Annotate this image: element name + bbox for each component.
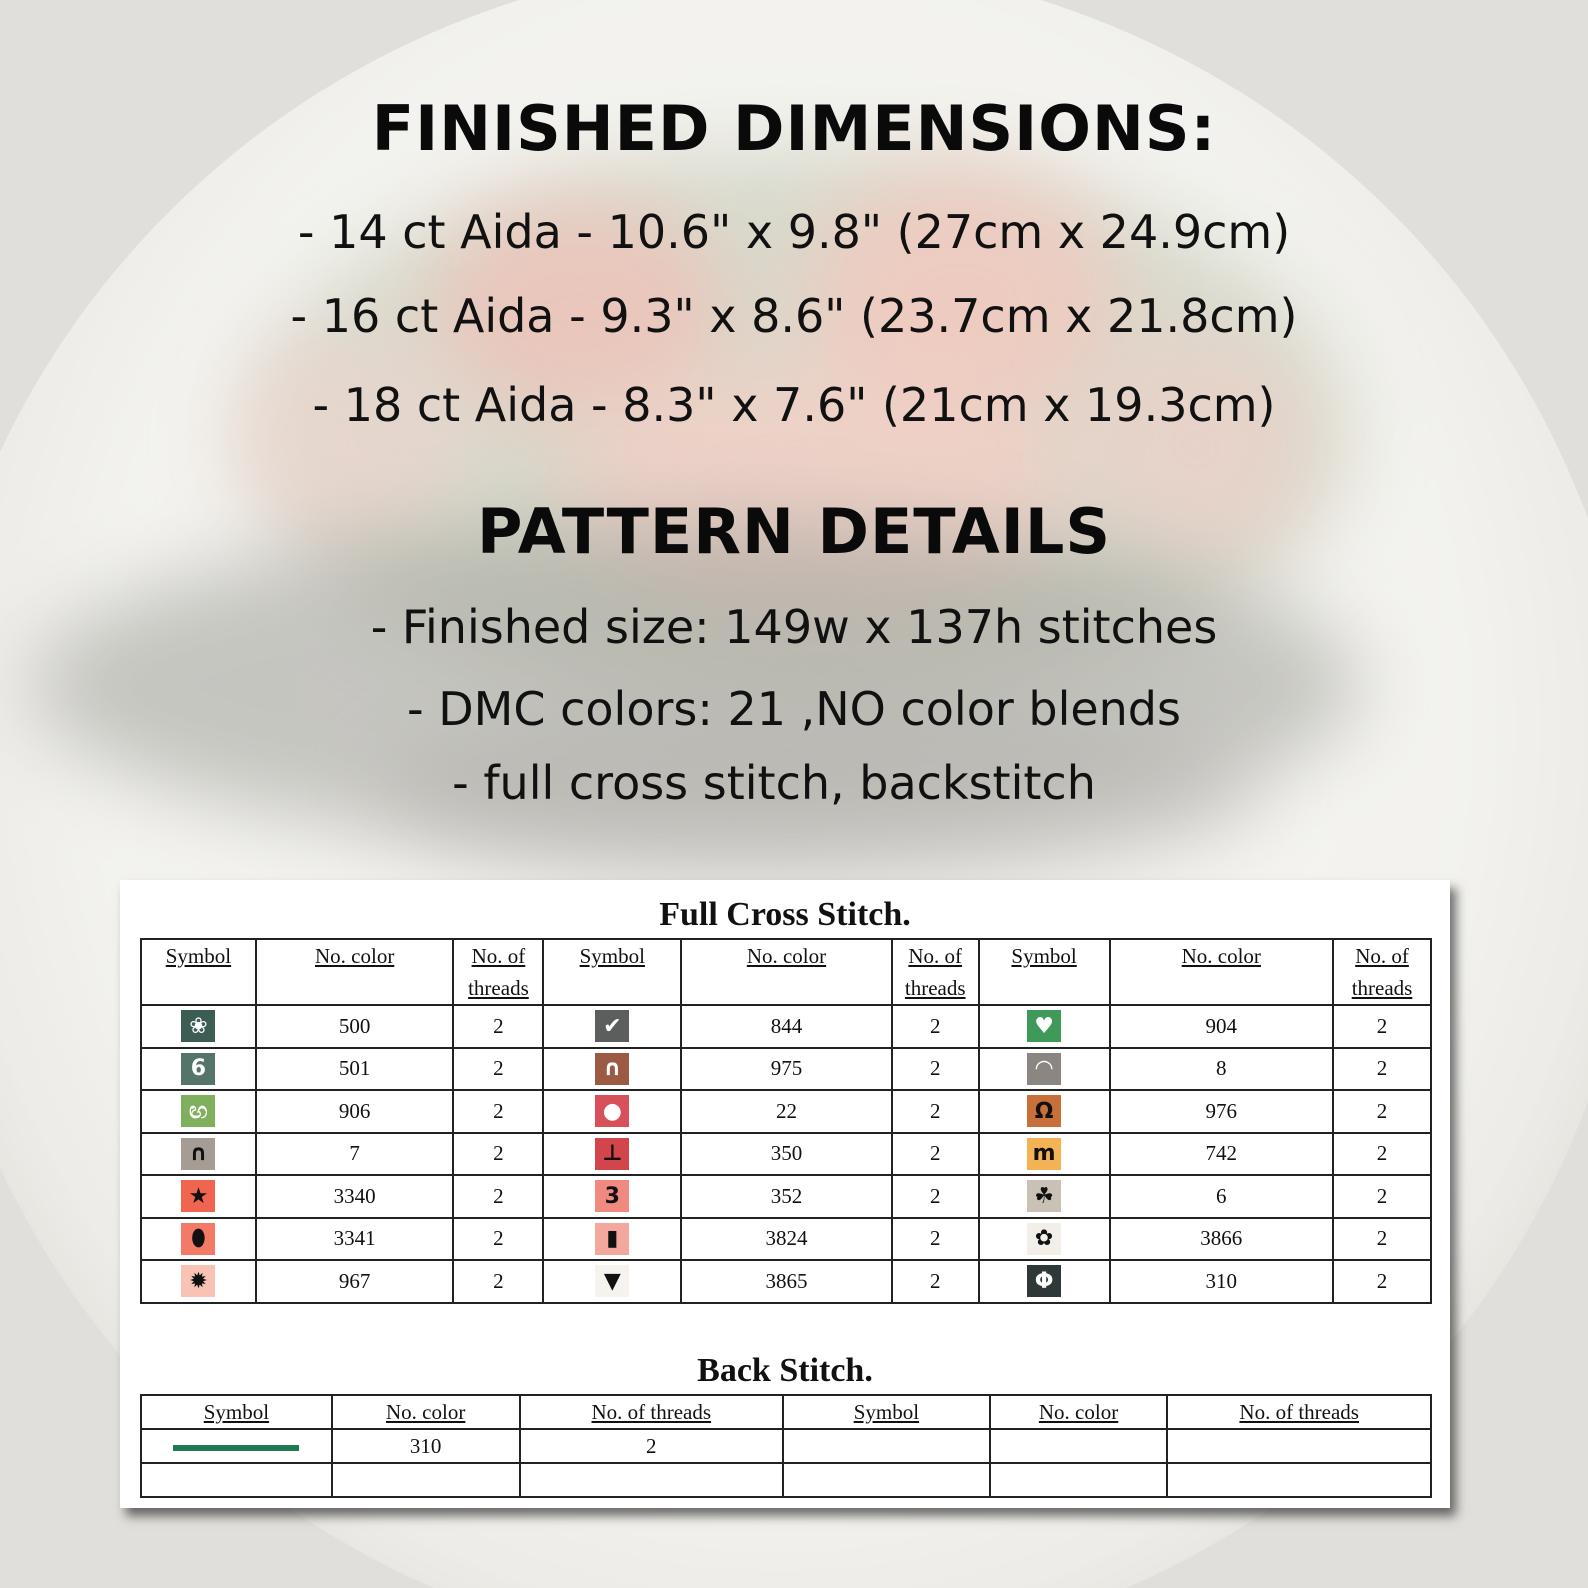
dmc-color-cell: 3866 bbox=[1110, 1218, 1334, 1261]
header-color: No. color bbox=[681, 939, 892, 1005]
symbol-cell bbox=[141, 1133, 256, 1176]
bs-color-cell: 310 bbox=[332, 1429, 520, 1463]
threads-cell: 2 bbox=[453, 1175, 543, 1218]
arc-icon: ∩ bbox=[595, 1053, 629, 1085]
dmc-color-cell: 967 bbox=[256, 1260, 454, 1303]
dimension-line-16ct: - 16 ct Aida - 9.3" x 8.6" (23.7cm x 21.8cm) bbox=[290, 289, 1298, 343]
threads-cell: 2 bbox=[453, 1005, 543, 1048]
detail-finished-size: - Finished size: 149w x 137h stitches bbox=[370, 600, 1218, 654]
m-icon: m bbox=[1027, 1138, 1061, 1170]
full-cross-table bbox=[140, 938, 1432, 1304]
six-icon: 6 bbox=[181, 1053, 215, 1085]
symbol-cell bbox=[543, 1218, 681, 1261]
dimensions-section bbox=[0, 92, 1588, 165]
bs-threads-cell: 2 bbox=[520, 1429, 784, 1463]
bs-empty-cell bbox=[332, 1463, 520, 1497]
bs-header-color: No. color bbox=[990, 1395, 1168, 1429]
back-stitch-row bbox=[141, 1429, 1431, 1463]
full-cross-row bbox=[141, 1260, 1431, 1303]
symbol-cell bbox=[543, 1260, 681, 1303]
dimensions-heading: FINISHED DIMENSIONS: bbox=[371, 92, 1217, 165]
star-icon: ★ bbox=[181, 1180, 215, 1212]
full-cross-title: Full Cross Stitch. bbox=[659, 896, 911, 933]
plant-icon: ☘ bbox=[1027, 1180, 1061, 1212]
symbol-cell bbox=[141, 1005, 256, 1048]
bs-header-color: No. color bbox=[332, 1395, 520, 1429]
curl-icon: ● bbox=[595, 1095, 629, 1127]
header-threads: No. of threads bbox=[453, 939, 543, 1005]
back-stitch-header-row bbox=[141, 1395, 1431, 1429]
symbol-cell bbox=[979, 1218, 1110, 1261]
dmc-color-cell: 904 bbox=[1110, 1005, 1334, 1048]
full-cross-row bbox=[141, 1048, 1431, 1091]
threads-cell: 2 bbox=[892, 1133, 979, 1176]
dimension-line-18ct: - 18 ct Aida - 8.3" x 7.6" (21cm x 19.3cm) bbox=[312, 378, 1276, 432]
heart-icon: ♥ bbox=[1027, 1010, 1061, 1042]
symbol-cell bbox=[543, 1005, 681, 1048]
threads-cell: 2 bbox=[453, 1260, 543, 1303]
symbol-cell bbox=[141, 1218, 256, 1261]
bs-empty-cell bbox=[990, 1463, 1168, 1497]
bs-header-symbol: Symbol bbox=[783, 1395, 990, 1429]
threads-cell: 2 bbox=[892, 1218, 979, 1261]
symbol-cell bbox=[141, 1260, 256, 1303]
check-icon: ✔ bbox=[595, 1010, 629, 1042]
symbol-cell bbox=[543, 1133, 681, 1176]
threads-cell: 2 bbox=[892, 1260, 979, 1303]
dmc-color-cell: 352 bbox=[681, 1175, 892, 1218]
bs-empty-cell bbox=[1167, 1463, 1431, 1497]
symbol-cell bbox=[543, 1175, 681, 1218]
dmc-color-cell: 3865 bbox=[681, 1260, 892, 1303]
full-cross-row bbox=[141, 1175, 1431, 1218]
dmc-color-cell: 906 bbox=[256, 1090, 454, 1133]
detail-dmc-colors: - DMC colors: 21 ,NO color blends bbox=[407, 682, 1181, 736]
phi-icon: Φ bbox=[1027, 1265, 1061, 1297]
bs-empty-cell bbox=[1167, 1429, 1431, 1463]
dimension-line-14ct: - 14 ct Aida - 10.6" x 9.8" (27cm x 24.9cm) bbox=[297, 205, 1291, 259]
dmc-color-cell: 3340 bbox=[256, 1175, 454, 1218]
color-key-card bbox=[120, 880, 1450, 1508]
header-symbol: Symbol bbox=[141, 939, 256, 1005]
full-cross-row bbox=[141, 1090, 1431, 1133]
full-cross-row bbox=[141, 1133, 1431, 1176]
dmc-color-cell: 3341 bbox=[256, 1218, 454, 1261]
threads-cell: 2 bbox=[1333, 1005, 1431, 1048]
dmc-color-cell: 975 bbox=[681, 1048, 892, 1091]
threads-cell: 2 bbox=[453, 1048, 543, 1091]
bs-header-threads: No. of threads bbox=[1167, 1395, 1431, 1429]
symbol-cell bbox=[141, 1175, 256, 1218]
burst-icon: ✹ bbox=[181, 1265, 215, 1297]
symbol-cell bbox=[543, 1090, 681, 1133]
detail-stitch-types: - full cross stitch, backstitch bbox=[452, 756, 1096, 810]
symbol-cell bbox=[979, 1175, 1110, 1218]
threads-cell: 2 bbox=[892, 1005, 979, 1048]
threads-cell: 2 bbox=[892, 1090, 979, 1133]
arch-icon: ∩ bbox=[181, 1138, 215, 1170]
threads-cell: 2 bbox=[1333, 1175, 1431, 1218]
back-stitch-empty-row bbox=[141, 1463, 1431, 1497]
symbol-cell bbox=[979, 1048, 1110, 1091]
threads-cell: 2 bbox=[453, 1090, 543, 1133]
bs-empty-cell bbox=[783, 1463, 990, 1497]
three-icon: 3 bbox=[595, 1180, 629, 1212]
dmc-color-cell: 8 bbox=[1110, 1048, 1334, 1091]
threads-cell: 2 bbox=[892, 1175, 979, 1218]
half-circle-icon: ◠ bbox=[1027, 1053, 1061, 1085]
oval-icon: ⬮ bbox=[181, 1223, 215, 1255]
header-symbol: Symbol bbox=[543, 939, 681, 1005]
dmc-color-cell: 500 bbox=[256, 1005, 454, 1048]
symbol-cell bbox=[543, 1048, 681, 1091]
threads-cell: 2 bbox=[453, 1218, 543, 1261]
bs-header-threads: No. of threads bbox=[520, 1395, 784, 1429]
full-cross-row bbox=[141, 1218, 1431, 1261]
dmc-color-cell: 22 bbox=[681, 1090, 892, 1133]
symbol-cell bbox=[979, 1133, 1110, 1176]
bs-symbol-cell bbox=[141, 1429, 332, 1463]
bar-icon: ▮ bbox=[595, 1223, 629, 1255]
back-stitch-title: Back Stitch. bbox=[697, 1352, 873, 1389]
bs-empty-cell bbox=[520, 1463, 784, 1497]
header-threads: No. of threads bbox=[1333, 939, 1431, 1005]
flower-icon: ✿ bbox=[1027, 1223, 1061, 1255]
needle-icon: ❀ bbox=[181, 1010, 215, 1042]
header-threads: No. of threads bbox=[892, 939, 979, 1005]
threads-cell: 2 bbox=[453, 1133, 543, 1176]
symbol-cell bbox=[141, 1090, 256, 1133]
dmc-color-cell: 742 bbox=[1110, 1133, 1334, 1176]
header-symbol: Symbol bbox=[979, 939, 1110, 1005]
threads-cell: 2 bbox=[1333, 1048, 1431, 1091]
dmc-color-cell: 310 bbox=[1110, 1260, 1334, 1303]
dmc-color-cell: 844 bbox=[681, 1005, 892, 1048]
symbol-cell bbox=[979, 1005, 1110, 1048]
threads-cell: 2 bbox=[1333, 1260, 1431, 1303]
dmc-color-cell: 976 bbox=[1110, 1090, 1334, 1133]
threads-cell: 2 bbox=[1333, 1133, 1431, 1176]
symbol-cell bbox=[979, 1260, 1110, 1303]
spiral-icon: ඟ bbox=[181, 1095, 215, 1127]
details-section bbox=[0, 495, 1588, 568]
dmc-color-cell: 7 bbox=[256, 1133, 454, 1176]
bs-empty-cell bbox=[783, 1429, 990, 1463]
omega-icon: Ω bbox=[1027, 1095, 1061, 1127]
dmc-color-cell: 350 bbox=[681, 1133, 892, 1176]
dmc-color-cell: 501 bbox=[256, 1048, 454, 1091]
header-color: No. color bbox=[1110, 939, 1334, 1005]
anchor-icon: ⊥ bbox=[595, 1138, 629, 1170]
full-cross-row bbox=[141, 1005, 1431, 1048]
threads-cell: 2 bbox=[1333, 1218, 1431, 1261]
threads-cell: 2 bbox=[892, 1048, 979, 1091]
threads-cell: 2 bbox=[1333, 1090, 1431, 1133]
symbol-cell bbox=[979, 1090, 1110, 1133]
backstitch-line-icon bbox=[173, 1445, 299, 1451]
bs-header-symbol: Symbol bbox=[141, 1395, 332, 1429]
back-stitch-table bbox=[140, 1394, 1432, 1498]
dmc-color-cell: 3824 bbox=[681, 1218, 892, 1261]
dmc-color-cell: 6 bbox=[1110, 1175, 1334, 1218]
header-color: No. color bbox=[256, 939, 454, 1005]
full-cross-header-row bbox=[141, 939, 1431, 1005]
bs-empty-cell bbox=[990, 1429, 1168, 1463]
bs-empty-cell bbox=[141, 1463, 332, 1497]
details-heading: PATTERN DETAILS bbox=[476, 495, 1111, 568]
triangle-down-icon: ▼ bbox=[595, 1265, 629, 1297]
symbol-cell bbox=[141, 1048, 256, 1091]
